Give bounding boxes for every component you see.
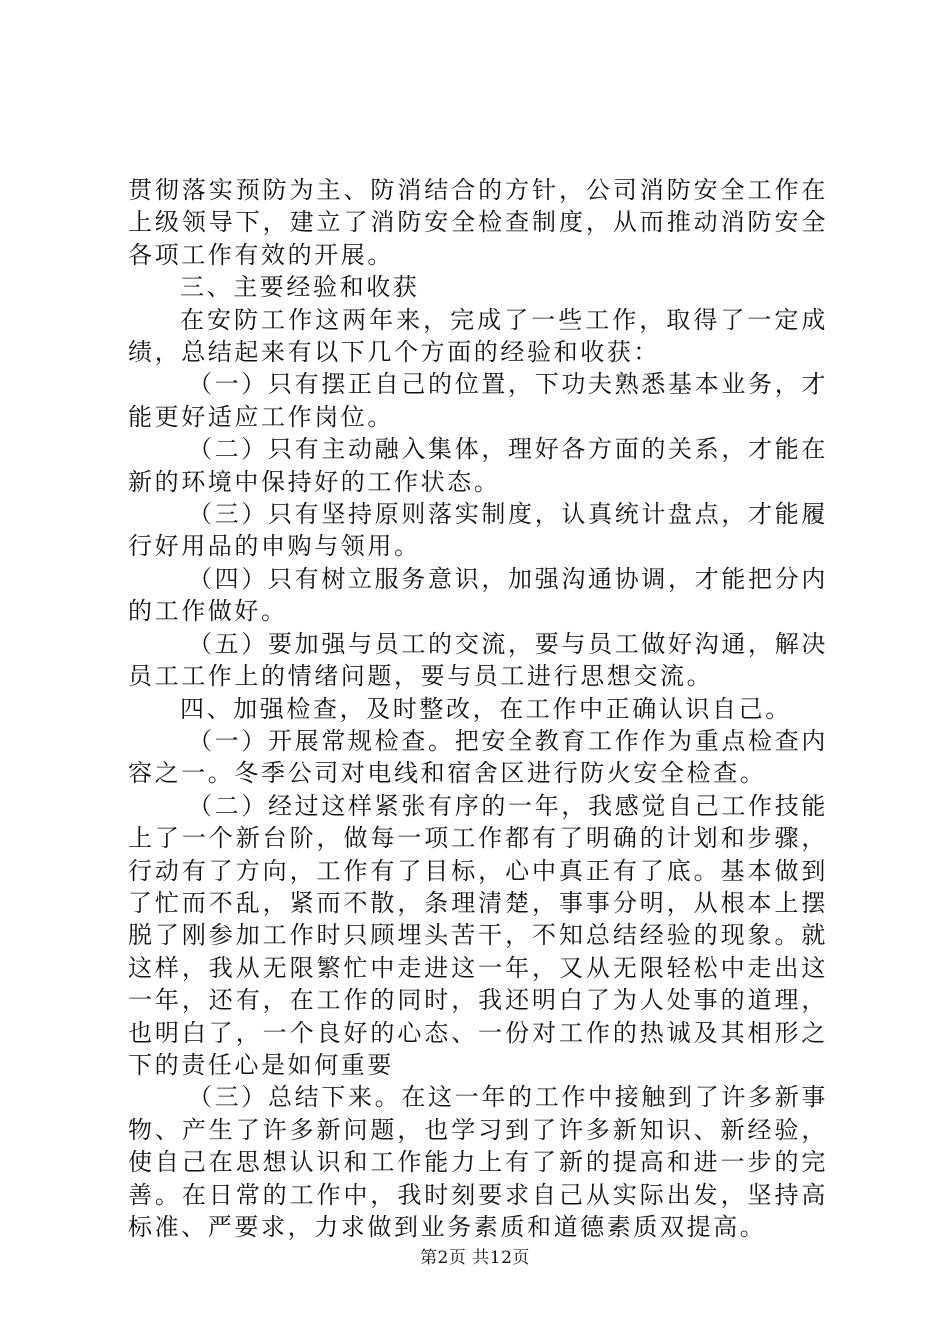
page-footer xyxy=(0,1243,950,1268)
list-item-experience-4: （四）只有树立服务意识，加强沟通协调，才能把分内的工作做好。 xyxy=(128,564,828,626)
list-item-experience-1: （一）只有摆正自己的位置，下功夫熟悉基本业务，才能更好适应工作岗位。 xyxy=(128,370,828,431)
page-number-label: 第2页 共12页 xyxy=(420,1248,530,1268)
list-item-inspection-1: （一）开展常规检查。把安全教育工作作为重点检查内容之一。冬季公司对电线和宿舍区进行防火安全检查。 xyxy=(128,726,828,788)
list-item-inspection-3: （三）总结下来。在这一年的工作中接触到了许多新事物、产生了许多新问题，也学习到了许多新知识、新经验，使自己在思想认识和工作能力上有了新的提高和进一步的完善。在日常的工作中，我时刻要求自己从实际出发，坚持高标准、严要求，力求做到业务素质和道德素质双提高。 xyxy=(128,1083,828,1241)
paragraph-intro: 贯彻落实预防为主、防消结合的方针，公司消防安全工作在上级领导下，建立了消防安全检查制度，从而推动消防安全各项工作有效的开展。 xyxy=(128,176,828,269)
section-heading-inspection: 四、加强检查，及时整改，在工作中正确认识自己。 xyxy=(180,694,792,723)
list-item-experience-5: （五）要加强与员工的交流，要与员工做好沟通，解决员工工作上的情绪问题，要与员工进行思想交流。 xyxy=(128,629,828,691)
list-item-experience-2: （二）只有主动融入集体，理好各方面的关系，才能在新的环境中保持好的工作状态。 xyxy=(128,435,828,496)
document-body xyxy=(128,174,828,1243)
paragraph-experience-summary: 在安防工作这两年来，完成了一些工作，取得了一定成绩，总结起来有以下几个方面的经验和收获： xyxy=(128,305,828,367)
section-heading-experience: 三、主要经验和收获 xyxy=(180,273,420,302)
list-item-experience-3: （三）只有坚持原则落实制度，认真统计盘点，才能履行好用品的申购与领用。 xyxy=(128,500,828,561)
list-item-inspection-2: （二）经过这样紧张有序的一年，我感觉自己工作技能上了一个新台阶，做每一项工作都有了明确的计划和步骤，行动有了方向，工作有了目标，心中真正有了底。基本做到了忙而不乱，紧而不散，条理清楚，事事分明，从根本上摆脱了刚参加工作时只顾埋头苦干，不知总结经验的现象。就这样，我从无限繁忙中走进这一年，又从无限轻松中走出这一年，还有，在工作的同时，我还明白了为人处事的道理，也明白了，一个良好的心态、一份对工作的热诚及其相形之下的责任心是如何重要 xyxy=(128,791,828,1079)
